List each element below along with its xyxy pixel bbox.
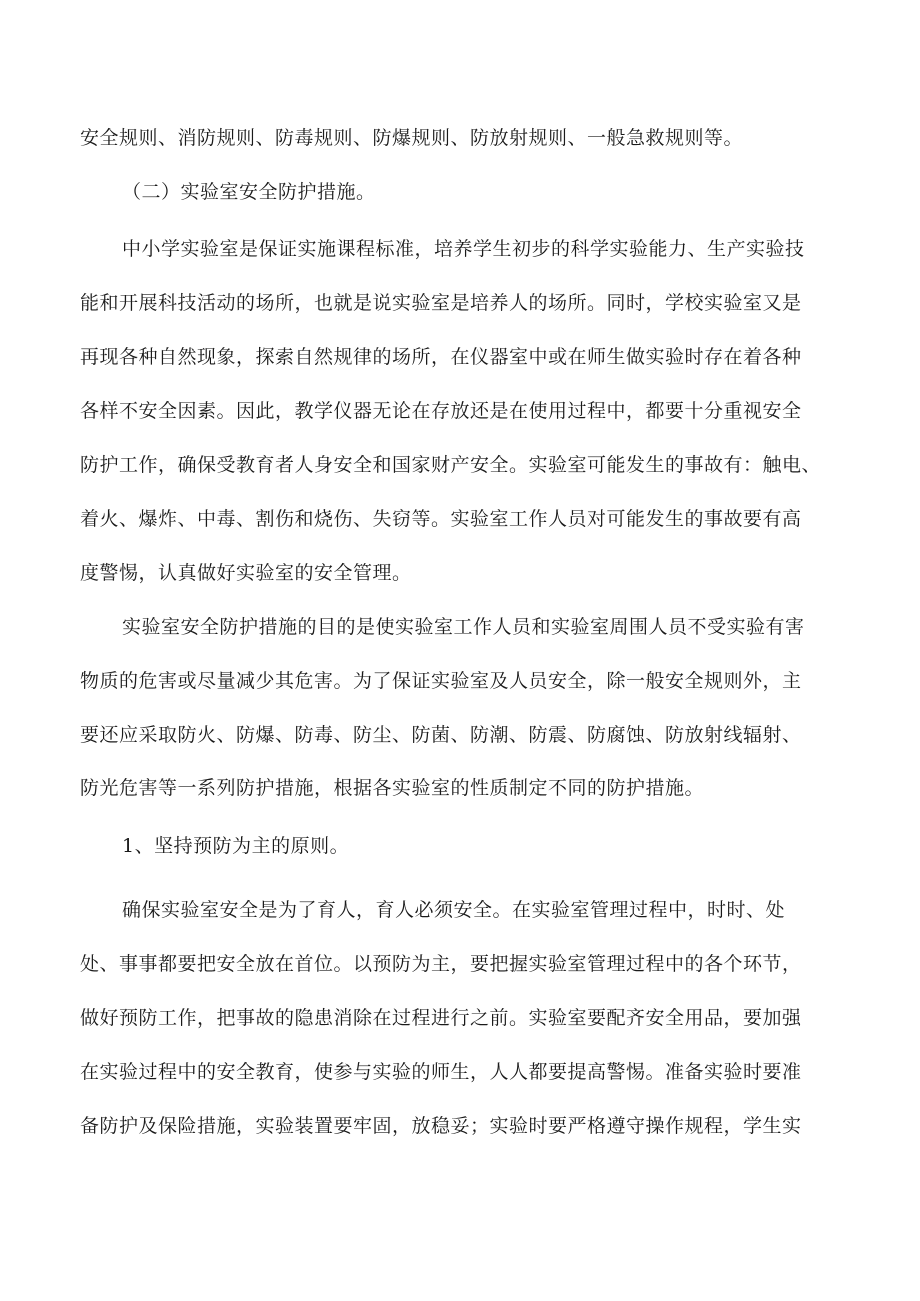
text-line: 中小学实验室是保证实施课程标准，培养学生初步的科学实验能力、生产实验技 <box>122 238 805 260</box>
text-line: 物质的危害或尽量减少其危害。为了保证实验室及人员安全，除一般安全规则外，主 <box>80 670 802 692</box>
text-line: 确保实验室安全是为了育人，育人必须安全。在实验室管理过程中，时时、处 <box>122 899 786 921</box>
text-line: 着火、爆炸、中毒、割伤和烧伤、失窃等。实验室工作人员对可能发生的事故要有高 <box>80 508 802 530</box>
text-line: 防护工作，确保受教育者人身安全和国家财产安全。实验室可能发生的事故有：触电、 <box>80 454 822 476</box>
section-heading: （二）实验室安全防护措施。 <box>122 181 376 203</box>
text-line: 做好预防工作，把事故的隐患消除在过程进行之前。实验室要配齐安全用品，要加强 <box>80 1007 802 1029</box>
text-line: 防光危害等一系列防护措施，根据各实验室的性质制定不同的防护措施。 <box>80 777 705 799</box>
text-line: 备防护及保险措施，实验装置要牢固，放稳妥；实验时要严格遵守操作规程，学生实 <box>80 1115 802 1137</box>
text-line: 再现各种自然现象，探索自然规律的场所，在仪器室中或在师生做实验时存在着各种 <box>80 346 802 368</box>
text-line: 各样不安全因素。因此，教学仪器无论在存放还是在使用过程中，都要十分重视安全 <box>80 400 802 422</box>
text-line: 安全规则、消防规则、防毒规则、防爆规则、防放射规则、一般急救规则等。 <box>80 127 744 149</box>
text-line: 度警惕，认真做好实验室的安全管理。 <box>80 562 412 584</box>
section-heading: 1、坚持预防为主的原则。 <box>122 835 350 857</box>
text-line: 处、事事都要把安全放在首位。以预防为主，要把握实验室管理过程中的各个环节， <box>80 953 802 975</box>
text-line: 要还应采取防火、防爆、防毒、防尘、防菌、防潮、防震、防腐蚀、防放射线辐射、 <box>80 724 802 746</box>
text-line: 能和开展科技活动的场所，也就是说实验室是培养人的场所。同时，学校实验室又是 <box>80 292 802 314</box>
text-line: 实验室安全防护措施的目的是使实验室工作人员和实验室周围人员不受实验有害 <box>122 616 805 638</box>
text-line: 在实验过程中的安全教育，使参与实验的师生，人人都要提高警惕。准备实验时要准 <box>80 1061 802 1083</box>
